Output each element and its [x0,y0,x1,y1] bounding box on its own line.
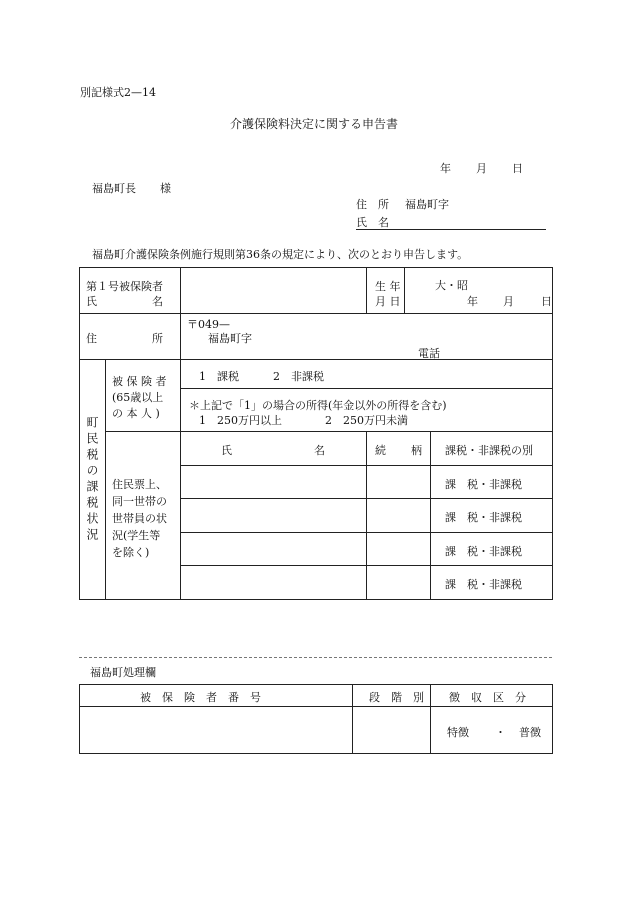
household-name-input[interactable] [181,533,367,566]
address-town: 福島町字 [208,332,252,345]
col-tax-header [431,432,553,466]
insured-label-line1: 第１号被保険者 [86,280,163,293]
applicant-address-value: 福島町字 [405,198,449,211]
address-label: 住 所 [86,332,163,345]
income-option-2[interactable]: 2 250万円未満 [325,414,408,427]
self-label: 被 保 険 者 (65歳以上 の 本 人 ) [112,375,167,420]
household-relation-input[interactable] [367,566,431,600]
income-choice-cell[interactable] [181,389,553,432]
tax-status-side-label [80,360,106,600]
applicant-name-underline [356,229,546,230]
col-relation-2: 柄 [411,444,422,457]
household-name-input[interactable] [181,466,367,499]
collection-separator: ・ [495,726,506,739]
household-name-input[interactable] [181,499,367,533]
office-col-collection: 徴 収 区 分 [449,691,526,704]
office-col-number: 被 保 険 者 番 号 [140,691,261,704]
household-tax-option[interactable]: 課 税・非課税 [445,478,522,491]
office-collection-cell[interactable] [431,707,553,754]
office-number-input[interactable] [80,707,353,754]
office-stage-input[interactable] [353,707,431,754]
applicant-address-label: 住 所 [356,198,389,211]
col-name-header [181,432,367,466]
household-relation-input[interactable] [367,466,431,499]
col-relation-1: 続 [375,444,386,457]
birth-era: 大・昭 [435,279,468,292]
household-label-cell [106,432,181,600]
date-month: 月 [476,162,487,175]
dashed-separator [79,657,552,658]
office-col-stage: 段 階 別 [369,691,424,704]
household-name-input[interactable] [181,566,367,600]
form-number: 別記様式2—14 [80,86,156,99]
birth-label-line1: 生 年 [375,280,401,293]
side-label-text: 町民税の課税状況 [85,415,99,544]
birth-label-cell [367,268,405,314]
col-name-1: 氏 [221,444,232,457]
household-tax-cell[interactable] [431,533,553,566]
household-tax-option[interactable]: 課 税・非課税 [445,511,522,524]
insured-label-line2: 氏 名 [86,295,163,308]
date-year: 年 [440,162,451,175]
addressee: 福島町長 [92,182,136,195]
birth-date-input[interactable] [405,268,553,314]
household-tax-cell[interactable] [431,566,553,600]
document-title: 介護保険料決定に関する申告書 [230,117,399,131]
office-section-title: 福島町処理欄 [90,666,156,679]
birth-year: 年 [467,295,478,308]
birth-label-line2: 月 日 [375,295,401,308]
office-col-stage-header [353,685,431,707]
office-col-collection-header [431,685,553,707]
household-relation-input[interactable] [367,499,431,533]
declaration-table [79,267,553,600]
date-day: 日 [512,162,523,175]
col-tax: 課税・非課税の別 [445,444,533,457]
self-label-cell [106,360,181,432]
collection-special[interactable]: 特徴 [447,726,469,739]
col-relation-header [367,432,431,466]
tax-option-1[interactable]: 1 課税 [199,370,239,383]
household-relation-input[interactable] [367,533,431,566]
honorific: 様 [160,182,171,195]
applicant-name-label: 氏 名 [356,216,389,229]
office-col-number-header [80,685,353,707]
postal-code: 〒049— [187,318,230,331]
collection-ordinary[interactable]: 普徴 [519,726,541,739]
birth-month: 月 [503,295,514,308]
household-label: 住民票上、 同一世帯の 世帯員の状 況(学生等 を除く) [112,478,167,559]
insured-name-input[interactable] [181,268,367,314]
office-table [79,684,553,754]
household-tax-option[interactable]: 課 税・非課税 [445,578,522,591]
address-input[interactable] [181,314,553,360]
household-tax-cell[interactable] [431,499,553,533]
household-tax-option[interactable]: 課 税・非課税 [445,545,522,558]
col-name-2: 名 [314,444,325,457]
household-tax-cell[interactable] [431,466,553,499]
income-note: ＊上記で「1」の場合の所得(年金以外の所得を含む) [189,399,447,412]
income-option-1[interactable]: 1 250万円以上 [199,414,282,427]
address-label-cell [80,314,181,360]
insured-name-label-cell [80,268,181,314]
tax-choice-cell[interactable] [181,360,553,389]
birth-day: 日 [541,295,552,308]
intro-text: 福島町介護保険条例施行規則第36条の規定により、次のとおり申告します。 [92,248,469,261]
phone-label: 電話 [418,347,440,360]
tax-option-2[interactable]: 2 非課税 [273,370,324,383]
